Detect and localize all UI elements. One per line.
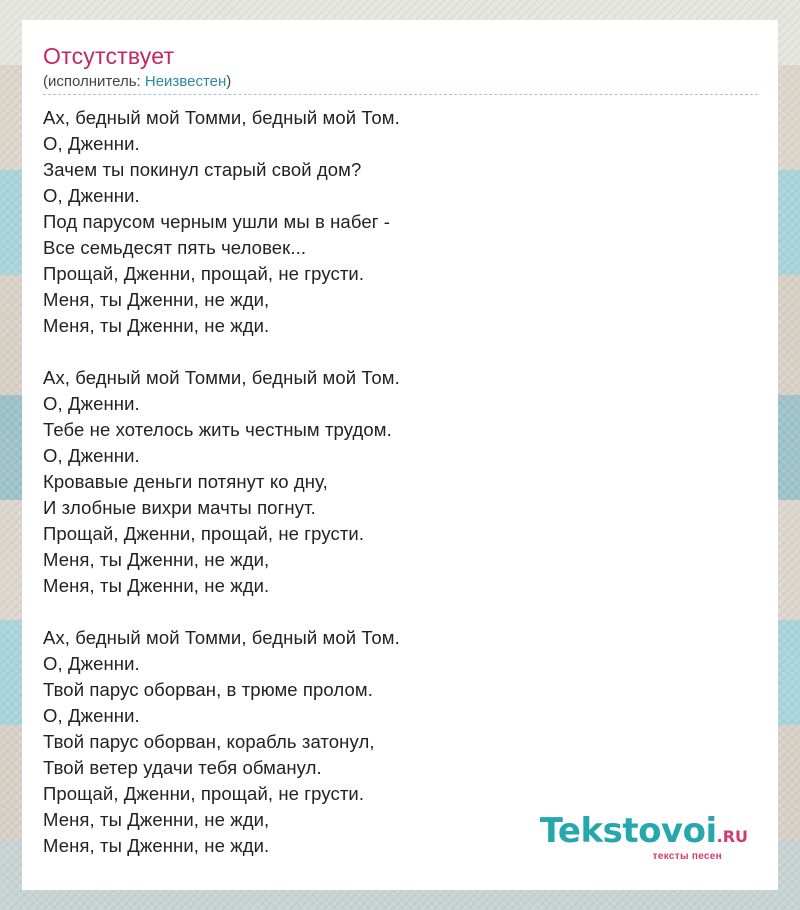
lyrics-line: Прощай, Дженни, прощай, не грусти.: [43, 783, 365, 804]
lyrics-line: Под парусом черным ушли мы в набег -: [43, 211, 391, 232]
artist-line: [43, 72, 758, 95]
site-logo[interactable]: [540, 813, 748, 862]
lyrics-line: Прощай, Дженни, прощай, не грусти.: [43, 523, 365, 544]
artist-link[interactable]: Неизвестен: [144, 73, 227, 90]
lyrics-line: О, Дженни.: [43, 705, 140, 726]
lyrics-stanza: [43, 105, 758, 339]
lyrics-line: Меня, ты Дженни, не жди.: [43, 315, 270, 336]
lyrics-line: О, Дженни.: [43, 185, 140, 206]
lyrics-line: Меня, ты Дженни, не жди.: [43, 835, 270, 856]
lyrics-line: И злобные вихри мачты погнут.: [43, 497, 316, 518]
logo-tagline: тексты песен: [652, 851, 722, 862]
lyrics-line: Твой парус оборван, корабль затонул,: [43, 731, 375, 752]
song-title: Отсутствует: [43, 43, 175, 69]
lyrics-line: О, Дженни.: [43, 445, 140, 466]
lyrics-card: [22, 20, 778, 890]
lyrics-line: Прощай, Дженни, прощай, не грусти.: [43, 263, 365, 284]
lyrics-line: Все семьдесят пять человек...: [43, 237, 307, 258]
lyrics-line: Твой ветер удачи тебя обманул.: [43, 757, 322, 778]
lyrics-line: Ах, бедный мой Томми, бедный мой Том.: [43, 107, 400, 128]
artist-prefix: (исполнитель:: [43, 73, 145, 90]
lyrics-line: Зачем ты покинул старый свой дом?: [43, 159, 362, 180]
lyrics-line: Меня, ты Дженни, не жди,: [43, 289, 270, 310]
lyrics-line: Тебе не хотелось жить честным трудом.: [43, 419, 392, 440]
lyrics-line: Ах, бедный мой Томми, бедный мой Том.: [43, 367, 400, 388]
logo-tld: .RU: [716, 827, 748, 846]
lyrics-stanza: [43, 365, 758, 599]
lyrics-line: Ах, бедный мой Томми, бедный мой Том.: [43, 627, 400, 648]
lyrics-line: Меня, ты Дженни, не жди,: [43, 809, 270, 830]
artist-suffix: ): [226, 73, 232, 90]
lyrics-line: О, Дженни.: [43, 393, 140, 414]
lyrics-body: [43, 105, 758, 859]
lyrics-line: О, Дженни.: [43, 133, 140, 154]
lyrics-line: Твой парус оборван, в трюме пролом.: [43, 679, 373, 700]
lyrics-line: О, Дженни.: [43, 653, 140, 674]
lyrics-line: Меня, ты Дженни, не жди,: [43, 549, 270, 570]
lyrics-line: Кровавые деньги потянут ко дну,: [43, 471, 328, 492]
logo-name: Tekstovoi: [539, 811, 717, 851]
lyrics-line: Меня, ты Дженни, не жди.: [43, 575, 270, 596]
